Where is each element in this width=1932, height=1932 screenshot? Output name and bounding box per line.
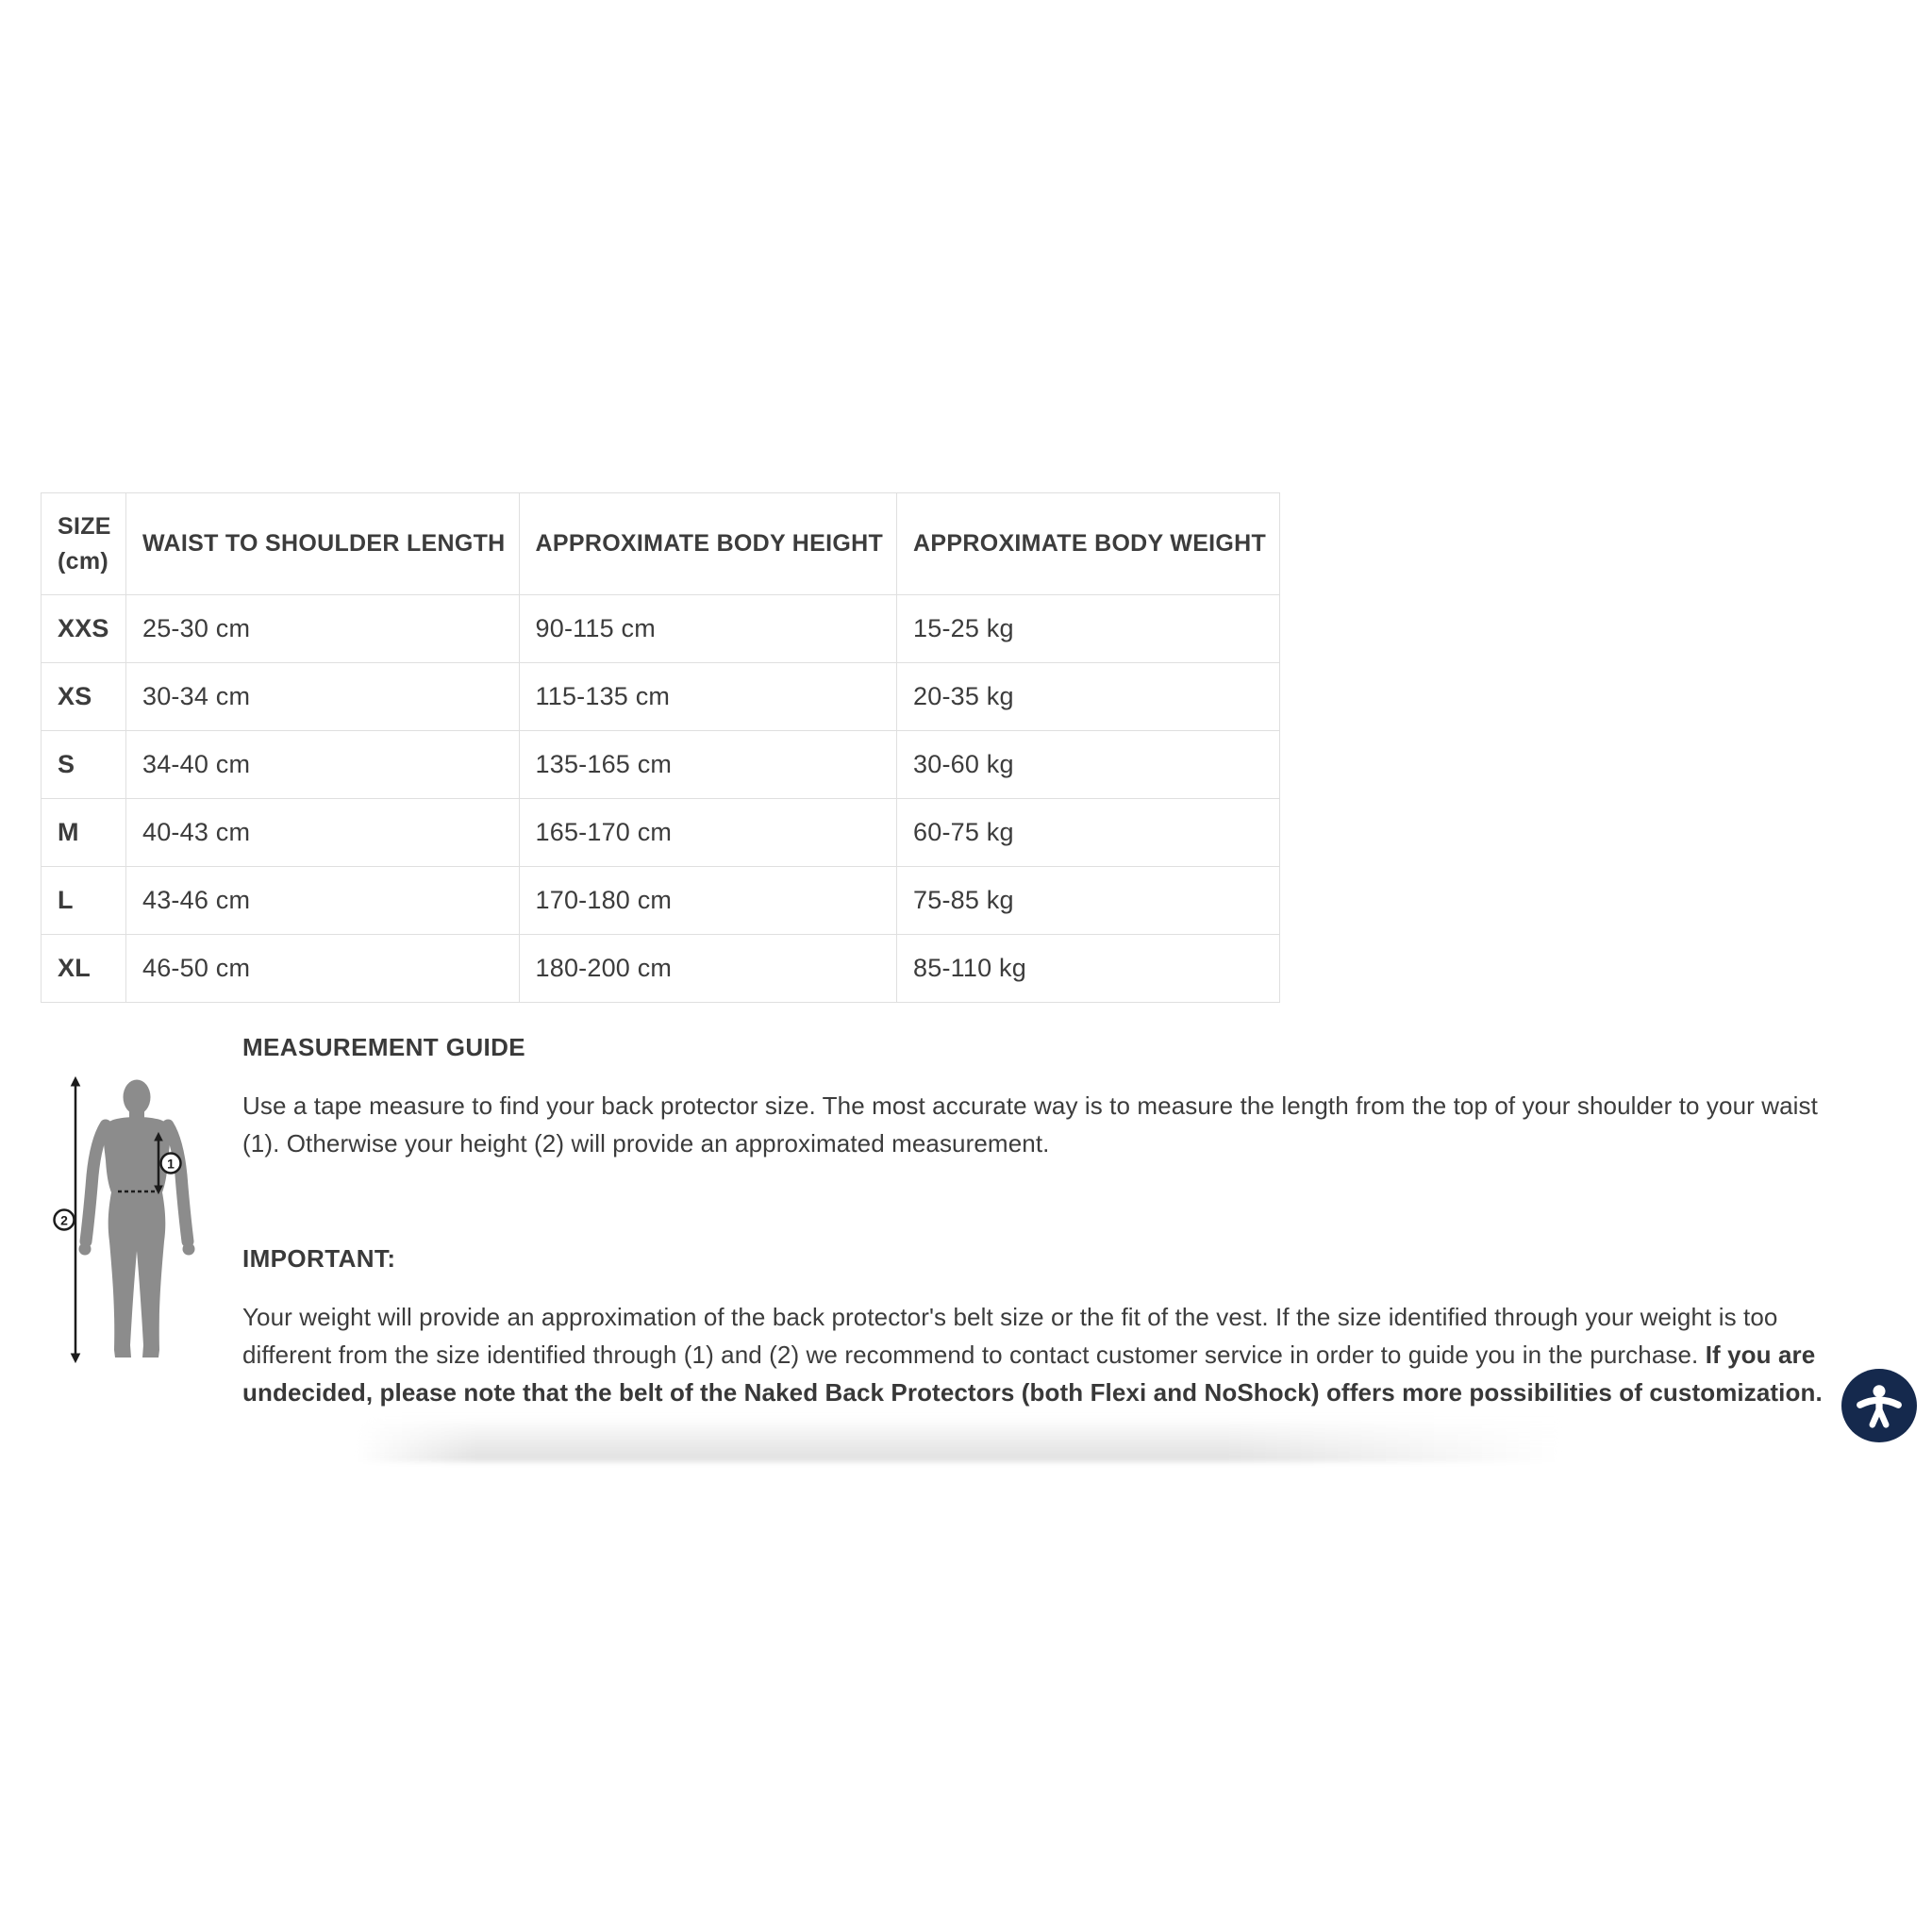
waist-value: 43-46 cm: [126, 867, 520, 935]
weight-value: 20-35 kg: [897, 663, 1280, 731]
height-value: 90-115 cm: [519, 595, 897, 663]
weight-value: 30-60 kg: [897, 731, 1280, 799]
size-label: L: [42, 867, 126, 935]
table-row-xxs: [42, 595, 1280, 663]
measurement-figure: [49, 1066, 211, 1381]
col-header-height: APPROXIMATE BODY HEIGHT: [519, 493, 897, 595]
important-heading: IMPORTANT:: [242, 1244, 396, 1273]
table-row-xs: [42, 663, 1280, 731]
accessibility-widget-button[interactable]: [1841, 1369, 1917, 1442]
size-label: S: [42, 731, 126, 799]
size-label: M: [42, 799, 126, 867]
waist-value: 30-34 cm: [126, 663, 520, 731]
col-header-size: SIZE (cm): [42, 493, 126, 595]
shoulder-waist-marker-label: 1: [167, 1156, 175, 1172]
weight-value: 15-25 kg: [897, 595, 1280, 663]
important-text-bold: If you are undecided, please note that the belt of the Naked Back Protectors (both Flexi and NoShock) offers more possibilities of customization.: [242, 1341, 1823, 1407]
waist-value: 25-30 cm: [126, 595, 520, 663]
size-chart-table: [41, 492, 1280, 1003]
waist-value: 46-50 cm: [126, 935, 520, 1003]
section-shadow-divider: [357, 1417, 1560, 1462]
table-row-xl: [42, 935, 1280, 1003]
table-row-s: [42, 731, 1280, 799]
table-row-l: [42, 867, 1280, 935]
height-value: 180-200 cm: [519, 935, 897, 1003]
size-chart: [41, 492, 1280, 1003]
measurement-guide-heading: MEASUREMENT GUIDE: [242, 1033, 526, 1061]
col-header-waist: WAIST TO SHOULDER LENGTH: [126, 493, 520, 595]
weight-value: 85-110 kg: [897, 935, 1280, 1003]
size-label: XXS: [42, 595, 126, 663]
table-header-row: [42, 493, 1280, 595]
height-value: 135-165 cm: [519, 731, 897, 799]
waist-value: 40-43 cm: [126, 799, 520, 867]
accessibility-person-icon: [1852, 1378, 1907, 1433]
important-text: [242, 1298, 1852, 1411]
weight-value: 60-75 kg: [897, 799, 1280, 867]
weight-value: 75-85 kg: [897, 867, 1280, 935]
col-header-weight: APPROXIMATE BODY WEIGHT: [897, 493, 1280, 595]
size-label: XL: [42, 935, 126, 1003]
height-value: 170-180 cm: [519, 867, 897, 935]
size-label: XS: [42, 663, 126, 731]
human-silhouette: [79, 1080, 195, 1358]
important-text-regular: Your weight will provide an approximation of the back protector's belt size or the fit of the vest. If the size identified through your weight is too different from the size identified through (1) and (2) we recommend to contact customer service in order to guide you in the purchase.: [242, 1303, 1778, 1369]
waist-value: 34-40 cm: [126, 731, 520, 799]
measurement-guide-text: Use a tape measure to find your back protector size. The most accurate way is to measure the length from the top of your shoulder to your waist (1). Otherwise your height (2) will provide an approximated measurement.: [242, 1091, 1818, 1158]
table-row-m: [42, 799, 1280, 867]
height-marker-label: 2: [60, 1212, 68, 1228]
height-value: 165-170 cm: [519, 799, 897, 867]
height-value: 115-135 cm: [519, 663, 897, 731]
body-silhouette-illustration: [49, 1066, 211, 1381]
